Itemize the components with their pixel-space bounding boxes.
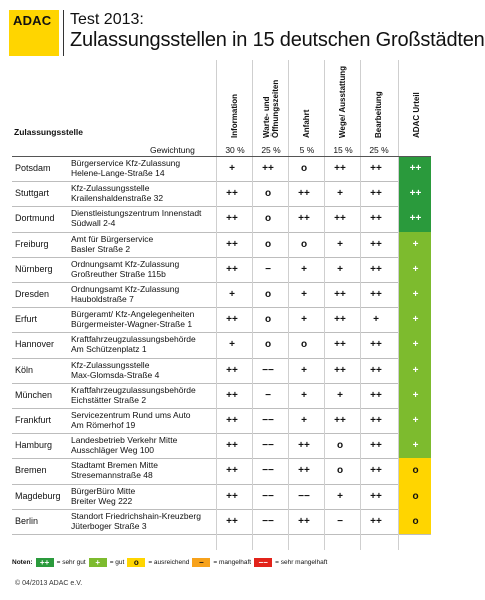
- row-divider: [12, 332, 431, 333]
- column-separator: [324, 60, 325, 550]
- grade-cell: −: [265, 263, 271, 275]
- title-year: Test 2013:: [70, 11, 144, 28]
- urteil-grade: +: [412, 415, 419, 426]
- row-divider: [12, 484, 431, 485]
- grade-cell: o: [264, 339, 272, 351]
- office-address: Breiter Weg 222: [71, 495, 133, 506]
- grade-cell: ++: [334, 289, 346, 300]
- grade-cell: +: [229, 289, 235, 300]
- office-name: Servicezentrum Rund ums Auto: [71, 410, 191, 420]
- legend: [12, 558, 327, 567]
- office-name: Kraftfahrzeugzulassungsbehörde: [71, 384, 196, 395]
- office-address: Basler Straße 2: [71, 243, 131, 254]
- city-name: Berlin: [15, 515, 39, 526]
- grade-cell: ++: [226, 465, 238, 477]
- grade-cell: ++: [334, 415, 346, 426]
- office-address: Großreuther Straße 115b: [71, 268, 166, 279]
- row-divider: [12, 433, 431, 434]
- grade-cell: ++: [298, 440, 310, 452]
- grade-cell: +: [337, 188, 343, 200]
- grade-cell: ++: [298, 213, 310, 225]
- grade-cell: o: [300, 238, 308, 250]
- col-header-left: Zulassungsstelle: [14, 127, 83, 137]
- city-name: Frankfurt: [15, 415, 52, 425]
- office-name: Ordnungsamt Kfz-Zulassung: [71, 258, 180, 269]
- grade-cell: ++: [226, 490, 238, 502]
- grade-cell: ++: [370, 490, 382, 502]
- office-address: Am Römerhof 19: [71, 420, 136, 430]
- urteil-grade: +: [412, 263, 419, 275]
- grade-cell: o: [336, 465, 344, 477]
- grade-cell: ++: [334, 314, 346, 326]
- grade-cell: +: [301, 415, 307, 426]
- grade-cell: ++: [226, 238, 238, 250]
- office-address: Am Schützenplatz 1: [71, 344, 147, 355]
- row-divider: [12, 232, 431, 233]
- grade-cell: +: [229, 339, 235, 351]
- grade-cell: ++: [334, 364, 346, 376]
- grade-cell: o: [300, 339, 308, 351]
- column-separator: [216, 60, 217, 550]
- office-address: Helene-Lange-Straße 14: [71, 168, 165, 178]
- grade-cell: +: [301, 289, 307, 300]
- city-name: Stuttgart: [15, 188, 50, 199]
- city-name: Erfurt: [15, 314, 38, 325]
- urteil-grade: +: [412, 314, 419, 326]
- row-divider: [12, 509, 431, 510]
- office-address: Eichstätter Straße 2: [71, 394, 147, 405]
- table-top-rule: [12, 156, 431, 157]
- title-divider: [63, 10, 64, 56]
- legend-label: = sehr gut: [56, 559, 86, 566]
- grade-cell: ++: [298, 465, 310, 477]
- city-name: Potsdam: [15, 163, 51, 173]
- grade-cell: +: [301, 314, 307, 326]
- urteil-grade: o: [412, 490, 419, 502]
- office-address: Jüterboger Straße 3: [71, 520, 147, 531]
- office-name: Kfz-Zulassungsstelle: [71, 183, 150, 194]
- column-header-5: ADAC Urteil: [412, 92, 421, 138]
- city-name: Bremen: [15, 465, 47, 476]
- grade-cell: ++: [370, 339, 382, 351]
- row-divider: [12, 206, 431, 207]
- grade-cell: ++: [370, 213, 382, 225]
- grade-cell: +: [337, 263, 343, 275]
- grade-cell: o: [264, 289, 272, 300]
- grade-cell: ++: [370, 440, 382, 452]
- grade-cell: ++: [370, 188, 382, 200]
- adac-logo: [9, 10, 59, 56]
- column-separator: [398, 60, 399, 550]
- grade-cell: ++: [226, 314, 238, 326]
- grade-cell: ++: [226, 364, 238, 376]
- office-name: Standort Friedrichshain-Kreuzberg: [71, 510, 201, 521]
- legend-label: = ausreichend: [148, 559, 190, 566]
- weight-4: 25 %: [369, 145, 389, 155]
- grade-cell: +: [301, 263, 307, 275]
- column-header-2: Anfahrt: [302, 109, 311, 138]
- office-address: Südwall 2-4: [71, 218, 116, 229]
- legend-title: Noten:: [12, 559, 33, 566]
- grade-cell: −−: [262, 415, 274, 426]
- grade-cell: ++: [226, 415, 238, 426]
- grade-cell: ++: [334, 163, 346, 174]
- office-name: Dienstleistungszentrum Innenstadt: [71, 208, 202, 219]
- grade-cell: o: [336, 440, 344, 452]
- grade-cell: ++: [226, 263, 238, 275]
- weight-2: 5 %: [299, 145, 315, 155]
- urteil-grade: +: [412, 238, 419, 250]
- row-divider: [12, 257, 431, 258]
- column-header-3: Wege/ Ausstattung: [338, 65, 347, 138]
- office-name: Landesbetrieb Verkehr Mitte: [71, 435, 178, 446]
- grade-cell: ++: [226, 188, 238, 200]
- office-name: Amt für Bürgerservice: [71, 233, 154, 244]
- grade-cell: +: [301, 364, 307, 376]
- column-separator: [288, 60, 289, 550]
- urteil-grade: o: [412, 465, 419, 477]
- office-address: Stresemannstraße 48: [71, 470, 153, 481]
- grade-cell: −: [337, 515, 343, 527]
- row-divider: [12, 383, 431, 384]
- office-name: Bürgerservice Kfz-Zulassung: [71, 158, 181, 168]
- office-name: Stadtamt Bremen Mitte: [71, 460, 158, 471]
- grade-cell: +: [373, 314, 379, 326]
- city-name: Köln: [15, 364, 34, 375]
- grade-cell: ++: [298, 188, 310, 200]
- weight-3: 15 %: [333, 145, 353, 155]
- office-name: BürgerBüro Mitte: [71, 485, 136, 496]
- grade-cell: ++: [298, 515, 310, 527]
- city-name: Magdeburg: [15, 490, 61, 501]
- office-address: Hauboldstraße 7: [71, 294, 134, 304]
- grade-cell: −−: [298, 490, 310, 502]
- column-separator: [252, 60, 253, 550]
- legend-swatch: −−: [254, 558, 272, 567]
- urteil-grade: ++: [409, 213, 422, 225]
- grade-cell: ++: [370, 415, 382, 426]
- grade-cell: +: [229, 163, 235, 174]
- grade-cell: ++: [226, 440, 238, 452]
- city-name: Freiburg: [15, 238, 49, 249]
- grade-cell: o: [264, 213, 272, 225]
- city-name: Hannover: [15, 339, 55, 350]
- grade-cell: +: [337, 238, 343, 250]
- row-divider: [12, 181, 431, 182]
- grade-cell: ++: [370, 163, 382, 174]
- grade-cell: −−: [262, 465, 274, 477]
- grade-cell: ++: [226, 213, 238, 225]
- column-header-0: Information: [230, 94, 239, 138]
- page-title: Zulassungsstellen in 15 deutschen Großstädten: [70, 29, 485, 51]
- city-name: Dortmund: [15, 213, 55, 224]
- legend-swatch: −: [192, 558, 210, 567]
- grade-cell: −−: [262, 515, 274, 527]
- grade-cell: −: [265, 389, 271, 401]
- legend-label: = gut: [109, 559, 125, 566]
- grade-cell: ++: [370, 364, 382, 376]
- grade-cell: o: [264, 188, 272, 200]
- grade-cell: −−: [262, 364, 274, 376]
- urteil-grade: +: [412, 339, 419, 351]
- office-name: Ordnungsamt Kfz-Zulassung: [71, 284, 180, 294]
- grade-cell: +: [337, 490, 343, 502]
- legend-swatch: +: [89, 558, 107, 567]
- column-separator: [360, 60, 361, 550]
- column-header-1: Warte- und Öffnungszeiten: [262, 79, 280, 138]
- grade-cell: o: [264, 314, 272, 326]
- row-divider: [12, 458, 431, 459]
- adac-logo-text: ADAC: [13, 13, 52, 28]
- grade-cell: +: [337, 389, 343, 401]
- office-address: Bürgermeister-Wagner-Straße 1: [71, 319, 193, 330]
- urteil-grade: +: [412, 440, 419, 452]
- copyright: © 04/2013 ADAC e.V.: [15, 580, 83, 587]
- grade-cell: o: [264, 238, 272, 250]
- grade-cell: −−: [262, 490, 274, 502]
- grade-cell: ++: [370, 465, 382, 477]
- grade-cell: ++: [226, 389, 238, 401]
- legend-label: = sehr mangelhaft: [275, 559, 328, 566]
- grade-cell: +: [301, 389, 307, 401]
- grade-cell: ++: [370, 289, 382, 300]
- office-name: Kraftfahrzeugzulassungsbehörde: [71, 334, 196, 345]
- grade-cell: ++: [262, 163, 274, 174]
- grade-cell: −−: [262, 440, 274, 452]
- urteil-grade: +: [412, 364, 419, 376]
- office-address: Krailenshaldenstraße 32: [71, 193, 164, 204]
- grade-cell: ++: [370, 515, 382, 527]
- column-header-4: Bearbeitung: [374, 91, 383, 138]
- weight-0: 30 %: [225, 145, 245, 155]
- urteil-grade: ++: [409, 163, 422, 174]
- grade-cell: ++: [226, 515, 238, 527]
- grade-cell: o: [300, 163, 308, 174]
- office-name: Kfz-Zulassungsstelle: [71, 359, 150, 370]
- row-divider: [12, 307, 431, 308]
- urteil-grade: o: [412, 515, 419, 527]
- legend-label: = mangelhaft: [213, 559, 252, 566]
- office-address: Max-Glomsda-Straße 4: [71, 369, 160, 380]
- gewichtung-label: Gewichtung: [150, 145, 195, 155]
- city-name: Dresden: [15, 289, 50, 299]
- row-divider: [12, 408, 431, 409]
- urteil-grade: +: [412, 289, 419, 300]
- office-address: Ausschläger Weg 100: [71, 445, 155, 456]
- weight-1: 25 %: [261, 145, 281, 155]
- urteil-grade: +: [412, 389, 419, 401]
- urteil-grade: ++: [409, 188, 422, 200]
- grade-cell: ++: [370, 238, 382, 250]
- legend-swatch: ++: [36, 558, 54, 567]
- office-name: Bürgeramt/ Kfz-Angelegenheiten: [71, 309, 195, 320]
- row-divider: [12, 358, 431, 359]
- city-name: Nürnberg: [15, 263, 53, 274]
- city-name: München: [15, 389, 53, 400]
- row-divider: [12, 282, 431, 283]
- row-divider: [12, 534, 431, 535]
- grade-cell: ++: [334, 213, 346, 225]
- city-name: Hamburg: [15, 440, 53, 451]
- grade-cell: ++: [334, 339, 346, 351]
- grade-cell: ++: [370, 389, 382, 401]
- legend-swatch: o: [127, 558, 145, 567]
- grade-cell: ++: [370, 263, 382, 275]
